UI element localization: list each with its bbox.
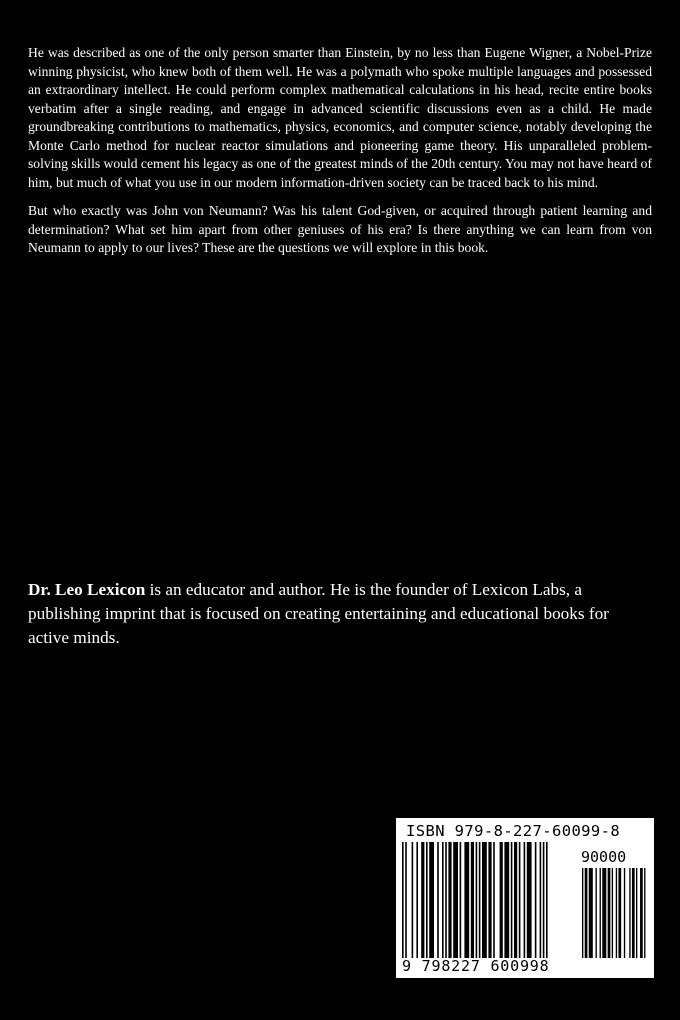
barcode-digits: 9 798227 600998 [402, 957, 550, 975]
author-name: Dr. Leo Lexicon [28, 580, 146, 599]
back-cover-blurb [28, 44, 652, 268]
isbn-label: ISBN 979-8-227-60099-8 [406, 822, 621, 840]
isbn-barcode [396, 818, 654, 978]
blurb-paragraph-1: He was described as one of the only person smarter than Einstein, by no less than Eugene Wigner, a Nobel-Prize winning physicist, who knew both of them well. He was a polymath who spoke multiple languages and possessed an extraordinary intellect. He could perform complex mathematical calculations in his head, recite entire books verbatim after a single reading, and engage in advanced scientific discussions even as a child. He made groundbreaking contributions to mathematics, physics, economics, and computer science, notably developing the Monte Carlo method for nuclear reactor simulations and pioneering game theory. His unparalleled problem-solving skills would cement his legacy as one of the greatest minds of the 20th century. You may not have heard of him, but much of what you use in our modern information-driven society can be traced back to his mind. [28, 45, 652, 190]
blurb-paragraph-2: But who exactly was John von Neumann? Was his talent God-given, or acquired through patient learning and determination? What set him apart from other geniuses of his era? Is there anything we can learn from von Neumann to apply to our lives? These are the questions we will explore in this book. [28, 203, 652, 255]
barcode-addon-bars-icon [582, 868, 646, 958]
barcode-bars-icon [402, 842, 562, 958]
author-bio [28, 578, 652, 650]
author-bio-text: is an educator and author. He is the founder of Lexicon Labs, a publishing imprint that is focused on creating entertaining and educational books for active minds. [28, 580, 609, 647]
price-code: 90000 [581, 848, 627, 866]
